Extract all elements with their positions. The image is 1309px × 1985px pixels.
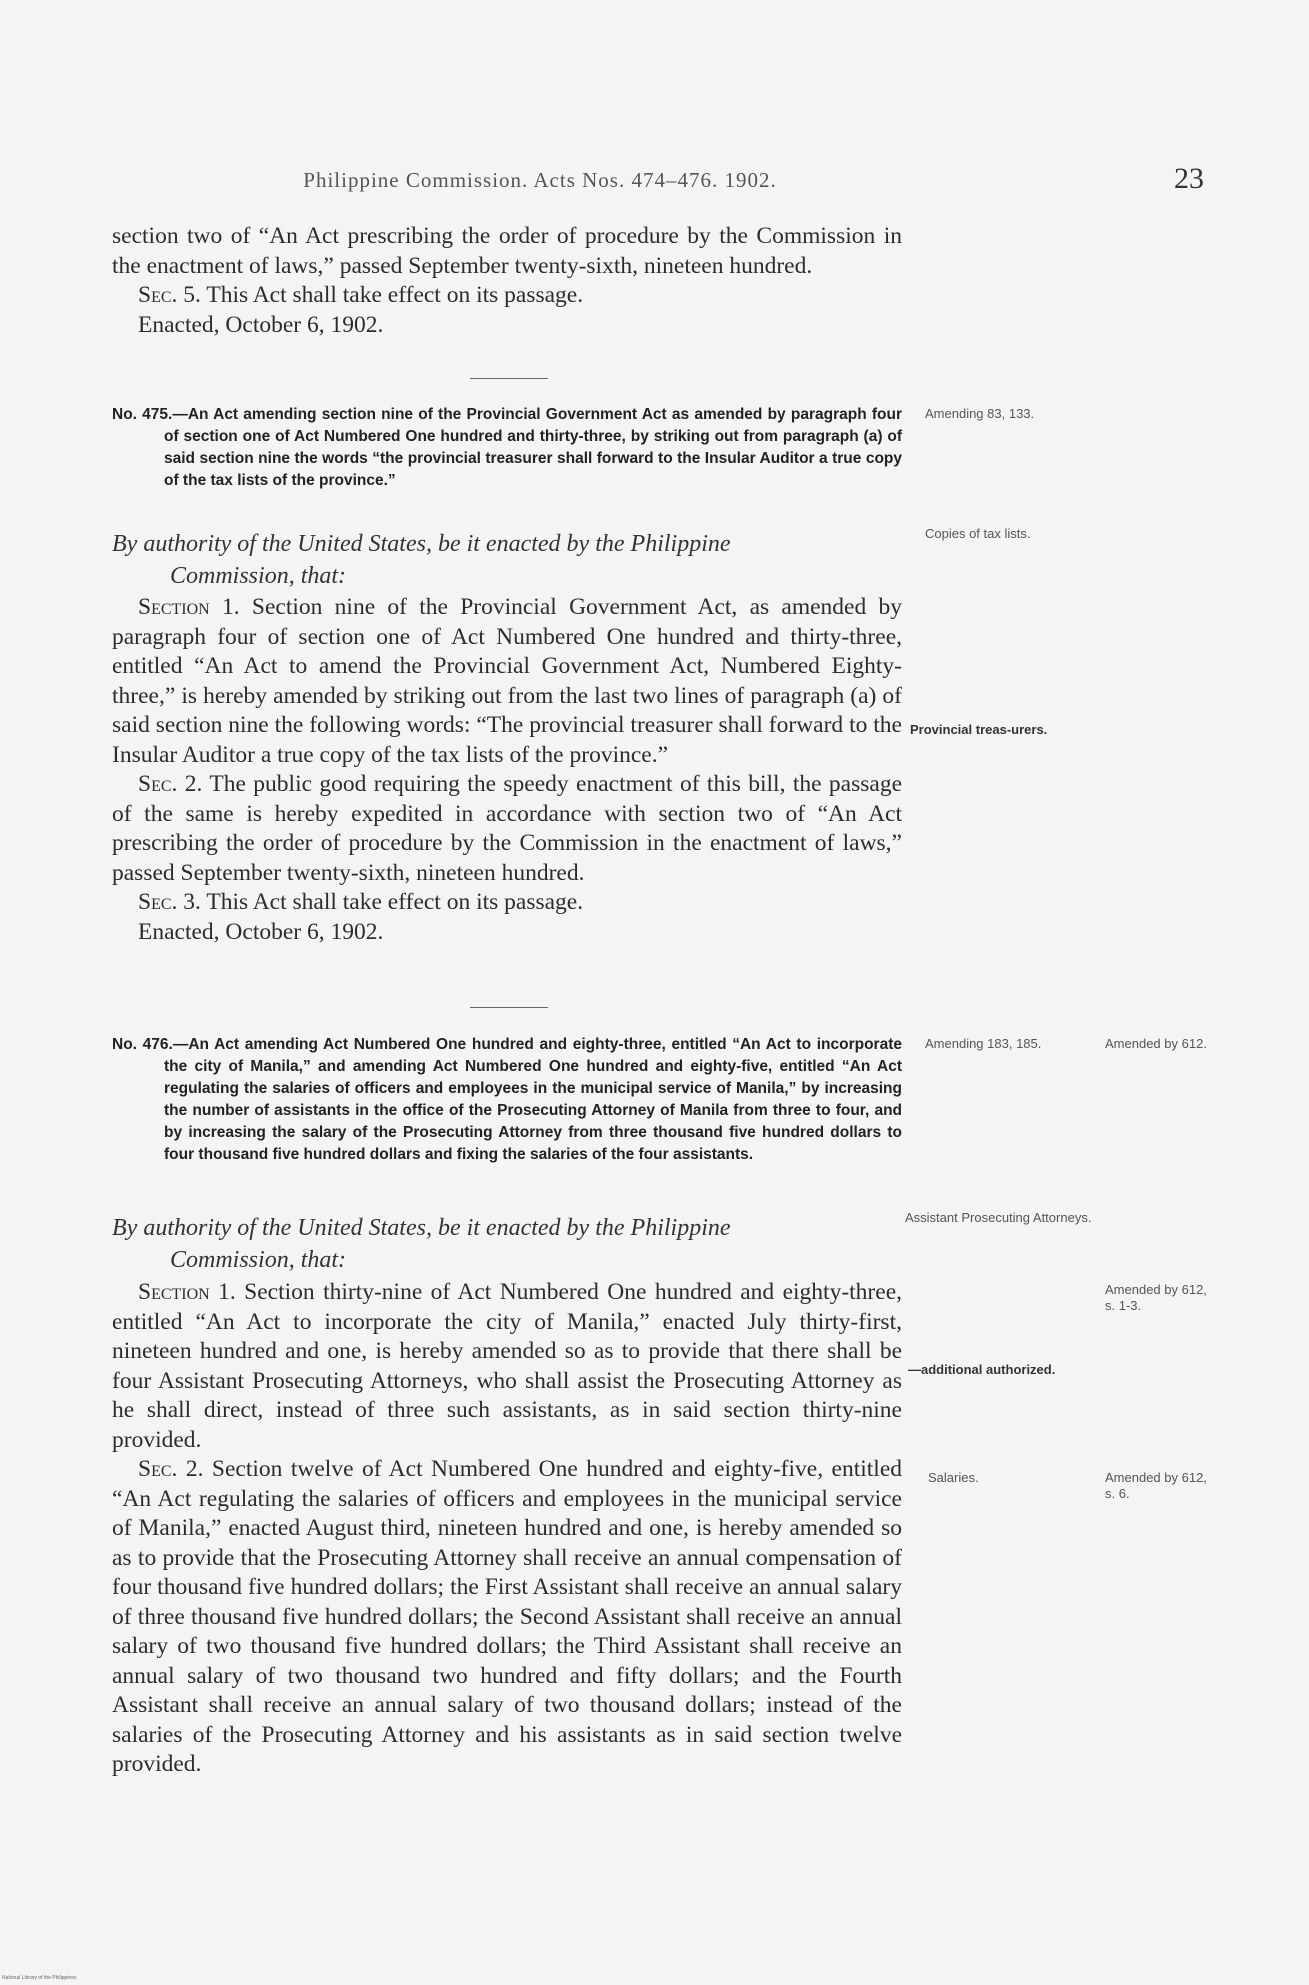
act476-sec2: [112, 1455, 902, 1780]
margin-note-amended-612-s1-3: Amended by 612, s. 1-3.: [1105, 1282, 1207, 1313]
act476-heading-text: No. 476.—An Act amending Act Numbered One hundred and eighty-three, entitled “An Act to incorporate the city of Manila,” and amending Act Numbered One hundred and eighty-five, entitled “An Act regulating the salaries of officers and employees in the municipal service of Manila,” by increasing the number of assistants in the office of the Prosecuting Attorney of Manila from three to four, and by increasing the salary of the Prosecuting Attorney from three thousand five hundred dollars to four thousand five hundred dollars and fixing the salaries of the four assistants.: [112, 1036, 902, 1163]
margin-note-amended-612-s6: Amended by 612, s. 6.: [1105, 1470, 1207, 1501]
sec3-text: This Act shall take effect on its passage.: [206, 889, 584, 915]
act476-heading: [112, 1034, 902, 1166]
margin-note-additional-authorized: —additional authorized.: [908, 1362, 1056, 1377]
enacting-line2: Commission, that:: [170, 1247, 347, 1273]
act475-sec2: [112, 770, 902, 888]
act476-enacting-clause: [112, 1212, 902, 1276]
act475-heading-text: No. 475.—An Act amending section nine of the Provincial Government Act as amended by paragraph four of section one of Act Numbered One hundred and thirty-three, by striking out from paragraph (a) of said section nine the words “the provincial treasurer shall forward to the Insular Auditor a true copy of the tax lists of the province.”: [112, 406, 902, 489]
section-divider: [470, 1007, 548, 1008]
act474-enacted: Enacted, October 6, 1902.: [138, 311, 384, 338]
enacting-line1: By authority of the United States, be it enacted by the Philippine: [112, 531, 731, 557]
section-divider: [470, 378, 548, 379]
act474-tail: [112, 222, 902, 340]
sec1-text: Section thirty-nine of Act Numbered One hundred and eighty-three, entitled “An Act to incorporate the city of Manila,” enacted July thirty-first, nineteen hundred and one, is hereby amended so as to provide that there shall be four Assistant Prosecuting Attorneys, who shall assist the Prosecuting Attorney as he shall direct, instead of three such assistants, as in said section thirty-nine provided.: [112, 1279, 902, 1453]
enacting-line1: By authority of the United States, be it enacted by the Philippine: [112, 1215, 731, 1241]
act474-para: section two of “An Act prescribing the order of procedure by the Commission in the enactment of laws,” passed September twenty-sixth, nineteen hundred.: [112, 223, 902, 279]
running-head: Philippine Commission. Acts Nos. 474–476. 1902.: [303, 168, 777, 192]
sec2-label: Sec. 2.: [138, 1456, 204, 1482]
sec5-label: Sec. 5.: [138, 282, 201, 308]
margin-note-salaries: Salaries.: [928, 1470, 979, 1485]
act476-sec1: [112, 1278, 902, 1455]
act476-body: [112, 1278, 902, 1780]
sec5-text: This Act shall take effect on its passage.: [206, 282, 584, 308]
sec1-label: Section 1.: [138, 594, 240, 620]
margin-note-amending-83-133: Amending 83, 133.: [925, 406, 1035, 421]
sec3-label: Sec. 3.: [138, 889, 201, 915]
margin-note-amended-by-612: Amended by 612.: [1105, 1036, 1207, 1051]
footer-credit: National Library of the Philippines: [2, 1975, 77, 1981]
act475-enacted: Enacted, October 6, 1902.: [138, 918, 384, 945]
act475-sec3: [112, 888, 902, 918]
page-number: 23: [1174, 162, 1204, 195]
margin-note-assistant-prosecuting: Assistant Prosecuting Attorneys.: [905, 1210, 1092, 1225]
sec1-text: Section nine of the Provincial Government Act, as amended by paragraph four of section one of Act Numbered One hundred and thirty-three, entitled “An Act to amend the Provincial Government Act, Numbered Eighty-three,” is hereby amended by striking out from the last two lines of paragraph (a) of said section nine the following words: “The provincial treasurer shall forward to the Insular Auditor a true copy of the tax lists of the province.”: [112, 594, 903, 768]
act475-heading: [112, 404, 902, 492]
act475-body: [112, 593, 902, 947]
margin-note-amending-183-185: Amending 183, 185.: [925, 1036, 1042, 1051]
sec2-text: The public good requiring the speedy enactment of this bill, the passage of the same is hereby expedited in accordance with section two of “An Act prescribing the order of procedure by the Commission in the enactment of laws,” passed September twenty-sixth, nineteen hundred.: [112, 771, 903, 886]
margin-note-provincial-treasurers: Provincial treas-urers.: [910, 722, 1048, 737]
sec1-label: Section 1.: [138, 1279, 236, 1305]
act474-sec5: [112, 281, 902, 311]
enacting-line2: Commission, that:: [170, 563, 347, 589]
act475-sec1: [112, 593, 902, 770]
sec2-label: Sec. 2.: [138, 771, 203, 797]
act475-enacting-clause: [112, 528, 902, 592]
margin-note-copies: Copies of tax lists.: [925, 526, 1031, 541]
sec2-text: Section twelve of Act Numbered One hundred and eighty-five, entitled “An Act regulating the salaries of officers and employees in the municipal service of Manila,” enacted August third, nineteen hundred and one, is hereby amended so as to provide that the Prosecuting Attorney shall receive an annual compensation of four thousand five hundred dollars; the First Assistant shall receive an annual salary of three thousand five hundred dollars; the Second Assistant shall receive an annual salary of two thousand five hundred dollars; the Third Assistant shall receive an annual salary of two thousand two hundred and fifty dollars; and the Fourth Assistant shall receive an annual salary of two thousand dollars; instead of the salaries of the Prosecuting Attorney and his assistants as in said section twelve provided.: [112, 1456, 902, 1777]
